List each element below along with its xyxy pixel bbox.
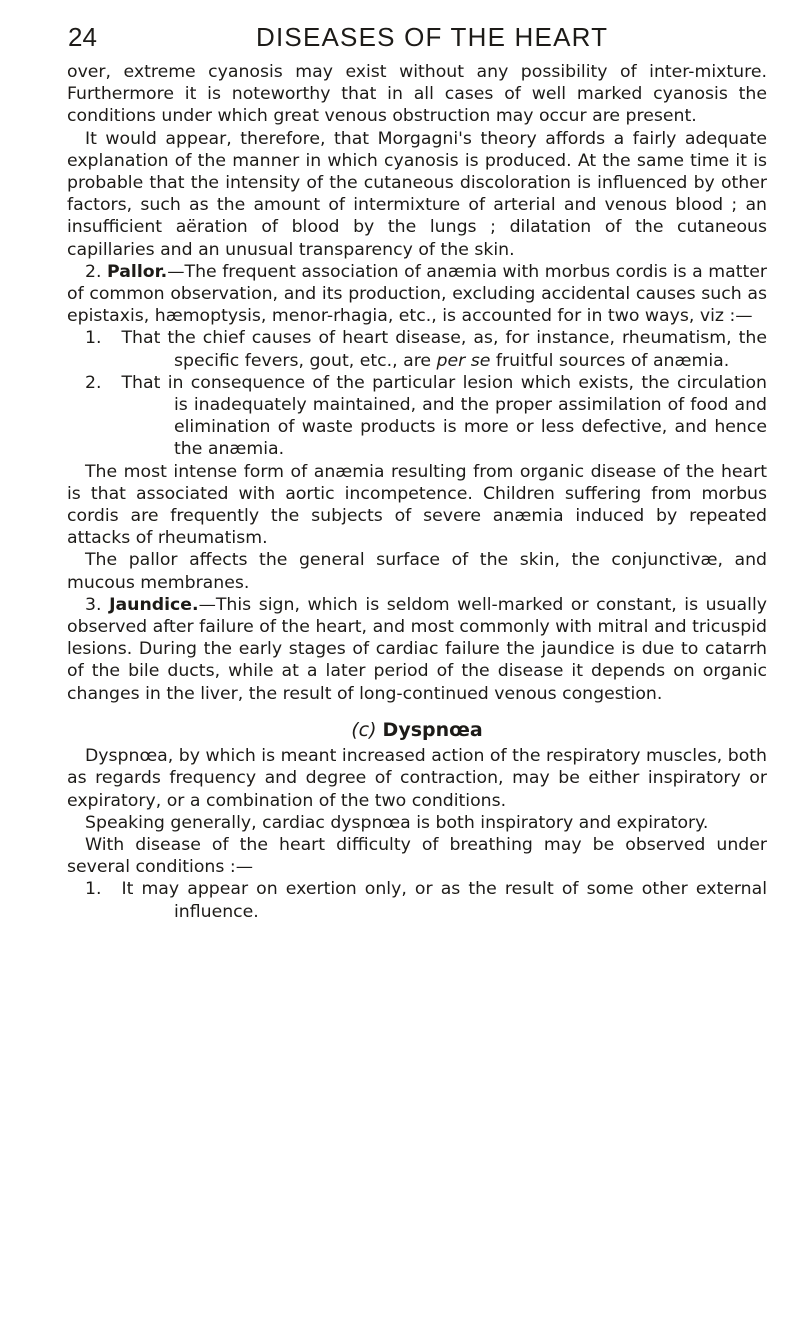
list-number: 2. (85, 372, 102, 393)
running-title: DISEASES OF THE HEART (256, 22, 609, 52)
section-heading-dyspnoea (67, 719, 767, 741)
pallor-heading: Pallor. (107, 261, 168, 282)
jaundice-number: 3. (85, 594, 102, 615)
paragraph-pallor (67, 261, 767, 328)
latin-phrase: per se (436, 350, 491, 371)
paragraph-cyanosis-intermixture: over, extreme cyanosis may exist without any possibility of inter-mixture. Furthermore it is noteworthy that in all cases of well marked cyanosis the conditions under which great venous obstruction may occur are present. (67, 62, 767, 127)
paragraph-aortic-incompetence: The most intense form of anæmia resulting from organic disease of the heart is that associated with aortic incompetence. Children suffering from morbus cordis are frequently the subjects of severe anæmia induced by repeated attacks of rheumatism. (67, 461, 767, 549)
paragraph-pallor-affects: The pallor affects the general surface of the skin, the conjunctivæ, and mucous membranes. (67, 550, 767, 593)
list-item-text: It may appear on exertion only, or as the result of some other external influence. (121, 879, 767, 922)
list-item-text: That in consequence of the particular lesion which exists, the circulation is inadequately maintained, and the proper assimilation of food and elimination of waste products is more or less defective, and hence the anæmia. (121, 372, 767, 460)
page-header (68, 20, 768, 60)
section-marker: (c) (351, 718, 377, 741)
pallor-text: —The frequent association of anæmia with morbus cordis is a matter of common observation, and its production, excluding accidental causes such as epistaxis, hæmoptysis, menor-rhagia, etc., is accounted for in two ways, viz :— (67, 261, 767, 327)
body-text (67, 61, 767, 923)
pallor-number: 2. (85, 261, 102, 282)
paragraph-morgagni-theory: It would appear, therefore, that Morgagni's theory affords a fairly adequate explanation of the manner in which cyanosis is produced. At the same time it is probable that the intensity of the cutaneous discoloration is influenced by other factors, such as the amount of intermixture of arterial and venous blood ; an insufficient aëration of blood by the lungs ; dilatation of the cutaneous capillaries and an unusual transparency of the skin. (67, 128, 767, 260)
list-item-anaemia-causes (67, 327, 767, 371)
paragraph-dyspnoea-definition: Dyspnœa, by which is meant increased action of the respiratory muscles, both as regards frequency and degree of contraction, may be either inspiratory or expiratory, or a combination of the two conditions. (67, 746, 767, 811)
page-number: 24 (68, 22, 97, 52)
section-title: Dyspnœa (382, 718, 483, 741)
jaundice-heading: Jaundice. (109, 594, 199, 615)
paragraph-jaundice (67, 594, 767, 705)
list-item-exertion (67, 878, 767, 922)
list-item-circulation (67, 372, 767, 461)
list-item-text: That the chief causes of heart disease, as, for instance, rheumatism, the specific fevers, gout, etc., are (121, 328, 767, 371)
list-number: 1. (85, 879, 102, 900)
list-number: 1. (85, 328, 102, 349)
list-item-text-end: fruitful sources of anæmia. (490, 350, 730, 371)
paragraph-cardiac-dyspnoea: Speaking generally, cardiac dyspnœa is both inspiratory and expiratory. (85, 812, 709, 833)
paragraph-breathing-conditions: With disease of the heart difficulty of breathing may be observed under several conditions :— (67, 834, 767, 878)
jaundice-text: —This sign, which is seldom well-marked or constant, is usually observed after failure of the heart, and most commonly with mitral and tricuspid lesions. During the early stages of cardiac failure the jaundice is due to catarrh of the bile ducts, while at a later period of the disease it depends on organic changes in the liver, the result of long-continued venous congestion. (67, 594, 767, 704)
